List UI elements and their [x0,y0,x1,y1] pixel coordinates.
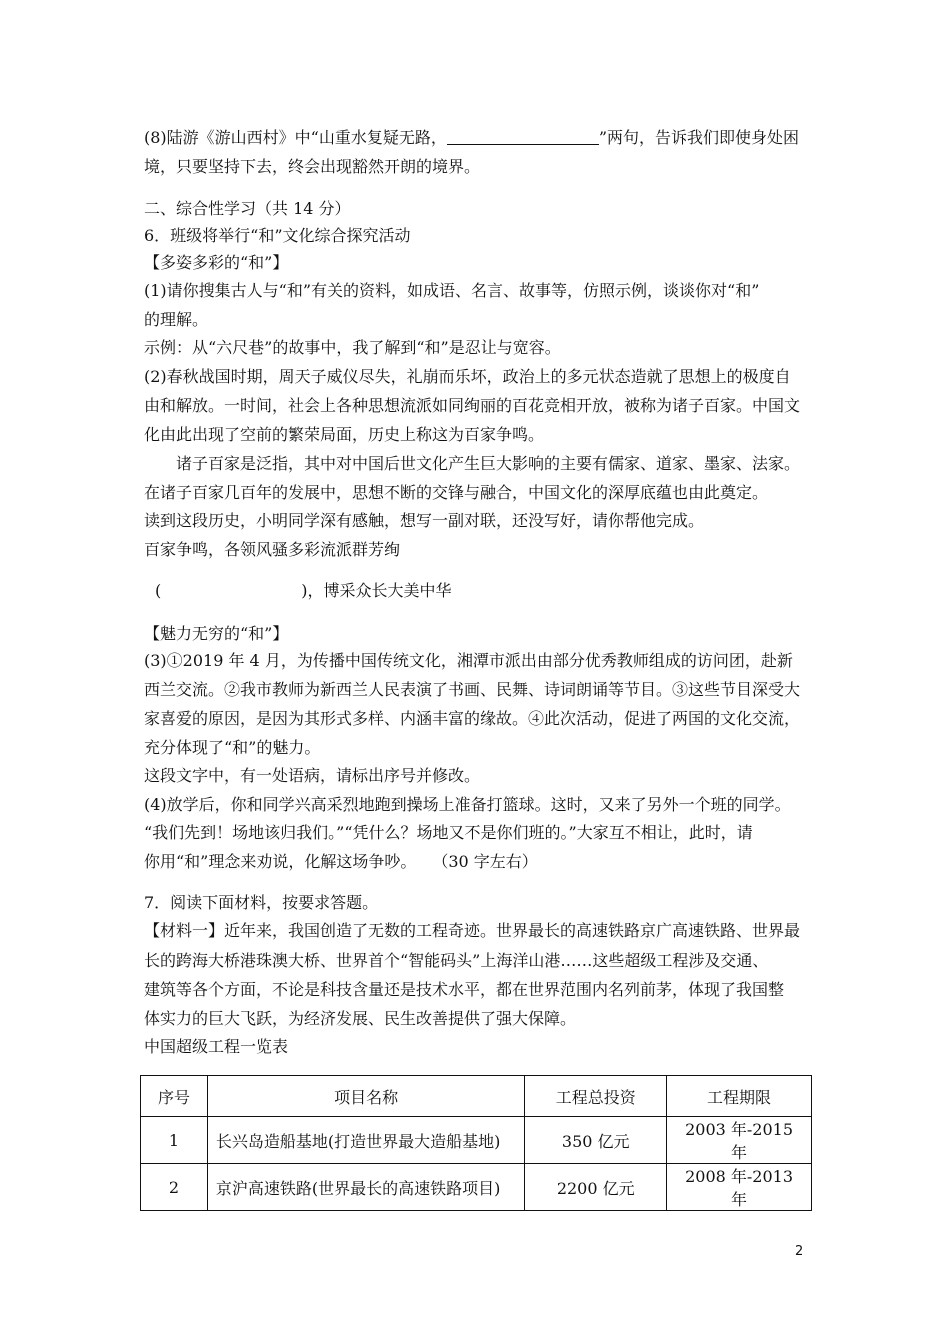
table-cell: 京沪高速铁路(世界最长的高速铁路项目) [207,1164,524,1211]
q6-p2-line: 读到这段历史，小明同学深有感触，想写一副对联，还没写好，请你帮他完成。 [144,511,705,530]
table-cell: 2008 年-2013 年 [667,1164,812,1211]
q6-p3-line: 家喜爱的原因，是因为其形式多样、内涵丰富的缘故。④此次活动，促进了两国的文化交流， [144,709,801,728]
q6-p2-line: 由和解放。一时间，社会上各种思想流派如同绚丽的百花竞相开放，被称为诸子百家。中国文 [144,396,801,415]
column-header: 序号 [141,1076,208,1117]
column-header: 工程期限 [667,1076,812,1117]
material-line: 【材料一】近年来，我国创造了无数的工程奇迹。世界最长的高速铁路京广高速铁路、世界最 [144,921,801,940]
q6-p4-line: “我们先到！场地该归我们。”“凭什么？场地又不是你们班的。”大家互不相让，此时，请 [144,823,753,842]
column-header: 工程总投资 [525,1076,667,1117]
q8-text-before: (8)陆游《游山西村》中“山重水复疑无路， [144,128,447,147]
q6-p2-line: 化由此出现了空前的繁荣局面，历史上称这为百家争鸣。 [144,425,545,444]
couplet-second-line [155,581,452,601]
table-caption: 中国超级工程一览表 [144,1037,289,1056]
table-cell: 350 亿元 [525,1117,667,1164]
table-row [141,1117,812,1164]
q6-p1-example: 示例：从“六尺巷”的故事中，我了解到“和”是忍让与宽容。 [144,338,561,357]
table-row [141,1164,812,1211]
material-line: 长的跨海大桥港珠澳大桥、世界首个“智能码头”上海洋山港……这些超级工程涉及交通、 [144,951,769,970]
table-cell: 2200 亿元 [525,1164,667,1211]
q6-part1-header: 【多姿多彩的“和”】 [144,253,289,272]
table-cell: 1 [141,1117,208,1164]
table-cell: 2 [141,1164,208,1211]
table-header-row [141,1076,812,1117]
answer-blank[interactable] [447,128,599,145]
q6-p2-line: 诸子百家是泛指，其中对中国后世文化产生巨大影响的主要有儒家、道家、墨家、法家。 [176,454,801,473]
q6-p4-line: 你用“和”理念来劝说，化解这场争吵。 （30 字左右） [144,852,538,871]
material-line: 建筑等各个方面，不论是科技含量还是技术水平，都在世界范围内名列前茅，体现了我国整 [144,980,785,999]
q8-line-1 [144,128,799,148]
section-title: 二、综合性学习（共 14 分） [144,199,351,218]
q6-title: 6．班级将举行“和”文化综合探究活动 [144,226,411,245]
q6-p2-line: (2)春秋战国时期，周天子威仪尽失，礼崩而乐坏，政治上的多元状态造就了思想上的极度自 [144,367,791,386]
q6-p3-line: (3)①2019 年 4 月，为传播中国传统文化，湘潭市派出由部分优秀教师组成的访问团，赴新 [144,651,793,670]
page-number: 2 [795,1244,804,1259]
q7-title: 7．阅读下面材料，按要求答题。 [144,893,379,912]
material-line: 体实力的巨大飞跃，为经济发展、民生改善提供了强大保障。 [144,1009,577,1028]
table-cell: 2003 年-2015 年 [667,1117,812,1164]
q8-text-after: ”两句，告诉我们即使身处困 [598,128,800,147]
q8-line-2: 境，只要坚持下去，终会出现豁然开朗的境界。 [144,157,481,176]
q6-p3-line: 西兰交流。②我市教师为新西兰人民表演了书画、民舞、诗词朗诵等节目。③这些节目深受大 [144,680,801,699]
q6-p3-line: 充分体现了“和”的魅力。 [144,738,321,757]
open-paren: ( [155,581,162,600]
q6-p2-line: 在诸子百家几百年的发展中，思想不断的交锋与融合，中国文化的深厚底蕴也由此奠定。 [144,483,769,502]
q6-part2-header: 【魅力无穷的“和”】 [144,624,289,643]
projects-table [140,1075,812,1211]
q6-p3-line: 这段文字中，有一处语病，请标出序号并修改。 [144,766,481,785]
q6-p1-line: 的理解。 [144,310,209,329]
couplet-second-text: )，博采众长大美中华 [301,581,452,600]
column-header: 项目名称 [207,1076,524,1117]
table-cell: 长兴岛造船基地(打造世界最大造船基地) [207,1117,524,1164]
couplet-first-line: 百家争鸣，各领风骚多彩流派群芳绚 [144,540,401,559]
q6-p4-line: (4)放学后，你和同学兴高采烈地跑到操场上准备打篮球。这时，又来了另外一个班的同学。 [144,795,791,814]
q6-p1-line: (1)请你搜集古人与“和”有关的资料，如成语、名言、故事等，仿照示例，谈谈你对“和” [144,281,760,300]
